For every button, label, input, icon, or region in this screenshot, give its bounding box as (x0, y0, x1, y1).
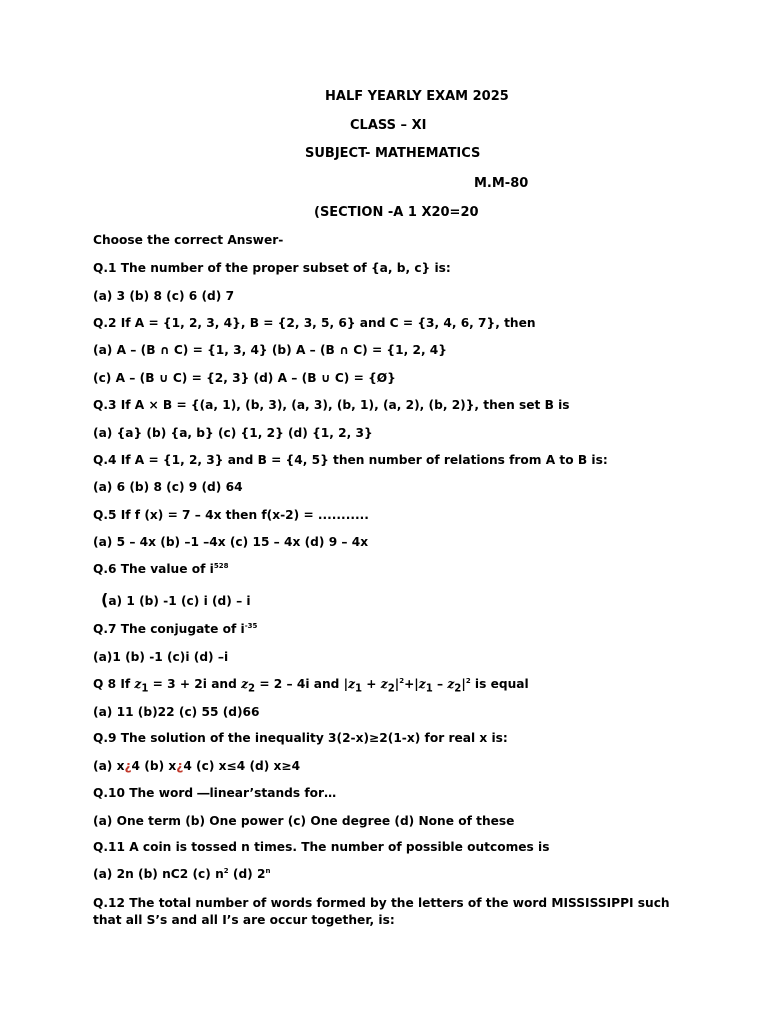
q8-sub: 1 (141, 683, 149, 695)
q11-opt-text: (a) 2n (b) nC2 (c) n (93, 867, 224, 881)
q8-sub: 1 (354, 683, 363, 695)
q8-text: +| (404, 677, 419, 691)
question-6-options-text: a) 1 (b) -1 (c) i (d) – i (108, 594, 251, 608)
q8-var: z (380, 677, 388, 691)
q8-text: = 2 – 4i and | (255, 677, 349, 691)
max-marks: M.M-80 (474, 176, 529, 191)
question-3: Q.3 If A × B = {(a, 1), (b, 3), (a, 3), (b, 1), (a, 2), (b, 2)}, then set B is (93, 398, 570, 412)
question-1-options: (a) 3 (b) 8 (c) 6 (d) 7 (93, 289, 235, 303)
question-6-options (101, 590, 251, 609)
question-2-options-2: (c) A – (B ∪ C) = {2, 3} (d) A – (B ∪ C) = {Ø} (93, 371, 396, 385)
q9-opt-text: (a) x (93, 759, 125, 773)
q8-var: z (418, 677, 426, 691)
question-2: Q.2 If A = {1, 2, 3, 4}, B = {2, 3, 5, 6} and C = {3, 4, 6, 7}, then (93, 316, 536, 330)
question-12: Q.12 The total number of words formed by the letters of the word MISSISSIPPI such that all S’s and all I’s are occur together, is: (93, 896, 670, 927)
q8-sub: 2 (454, 683, 462, 695)
question-7-exponent: -35 (244, 622, 258, 630)
q9-opt-text: 4 (b) x (131, 759, 177, 773)
q8-var: z (447, 677, 455, 691)
q8-text: | (394, 677, 400, 691)
question-2-options-1: (a) A – (B ∩ C) = {1, 3, 4} (b) A – (B ∩ C) = {1, 2, 4} (93, 343, 447, 357)
q8-text: is equal (470, 677, 529, 691)
q8-text: = 3 + 2i and (148, 677, 242, 691)
question-11-options (93, 867, 270, 881)
q8-text: | (461, 677, 466, 691)
question-7-options: (a)1 (b) -1 (c)i (d) –i (93, 650, 229, 664)
instruction: Choose the correct Answer- (93, 233, 284, 247)
question-7 (93, 622, 257, 636)
q8-exp: 2 (399, 677, 405, 685)
q11-opt-text: (d) 2 (228, 867, 266, 881)
question-4: Q.4 If A = {1, 2, 3} and B = {4, 5} then number of relations from A to B is: (93, 453, 608, 467)
question-5-options: (a) 5 – 4x (b) –1 –4x (c) 15 – 4x (d) 9 – 4x (93, 535, 369, 549)
section-heading: (SECTION -A 1 X20=20 (314, 205, 479, 220)
question-8-options: (a) 11 (b)22 (c) 55 (d)66 (93, 705, 260, 719)
q8-var: z (241, 677, 248, 691)
q9-opt-text: 4 (c) x≤4 (d) x≥4 (183, 759, 301, 773)
q8-sub: 2 (248, 683, 256, 695)
q8-sub: 1 (425, 683, 433, 695)
q11-exp: n (265, 867, 271, 875)
subject-label: SUBJECT- MATHEMATICS (305, 146, 481, 161)
q9-symbol: ¿ (176, 759, 184, 773)
class-label: CLASS – XI (350, 118, 427, 133)
q8-sub: 2 (387, 683, 395, 695)
question-1: Q.1 The number of the proper subset of {a, b, c} is: (93, 261, 451, 275)
q8-text: – (432, 677, 448, 691)
question-6 (93, 562, 228, 576)
q9-symbol: ¿ (124, 759, 132, 773)
question-10-options: (a) One term (b) One power (c) One degree (d) None of these (93, 814, 515, 828)
q8-text: + (362, 677, 381, 691)
question-5: Q.5 If f (x) = 7 – 4x then f(x-2) = ........... (93, 508, 369, 522)
question-6-text: Q.6 The value of i (93, 562, 214, 576)
q11-exp: 2 (223, 867, 229, 875)
question-6-exponent: 528 (213, 562, 229, 570)
question-4-options: (a) 6 (b) 8 (c) 9 (d) 64 (93, 480, 243, 494)
q8-var: z (348, 677, 355, 691)
q8-text: Q 8 If (93, 677, 135, 691)
exam-title: HALF YEARLY EXAM 2025 (325, 89, 509, 104)
q8-var: z (134, 677, 142, 691)
question-7-text: Q.7 The conjugate of i (93, 622, 245, 636)
question-9-options (93, 759, 300, 773)
question-9: Q.9 The solution of the inequality 3(2-x)≥2(1-x) for real x is: (93, 731, 508, 745)
question-6-paren: ( (101, 590, 109, 609)
question-8 (93, 677, 529, 694)
q8-exp: 2 (465, 677, 471, 685)
question-10: Q.10 The word ―linear’stands for… (93, 786, 337, 800)
question-3-options: (a) {a} (b) {a, b} (c) {1, 2} (d) {1, 2, 3} (93, 426, 373, 440)
question-11: Q.11 A coin is tossed n times. The number of possible outcomes is (93, 840, 550, 854)
